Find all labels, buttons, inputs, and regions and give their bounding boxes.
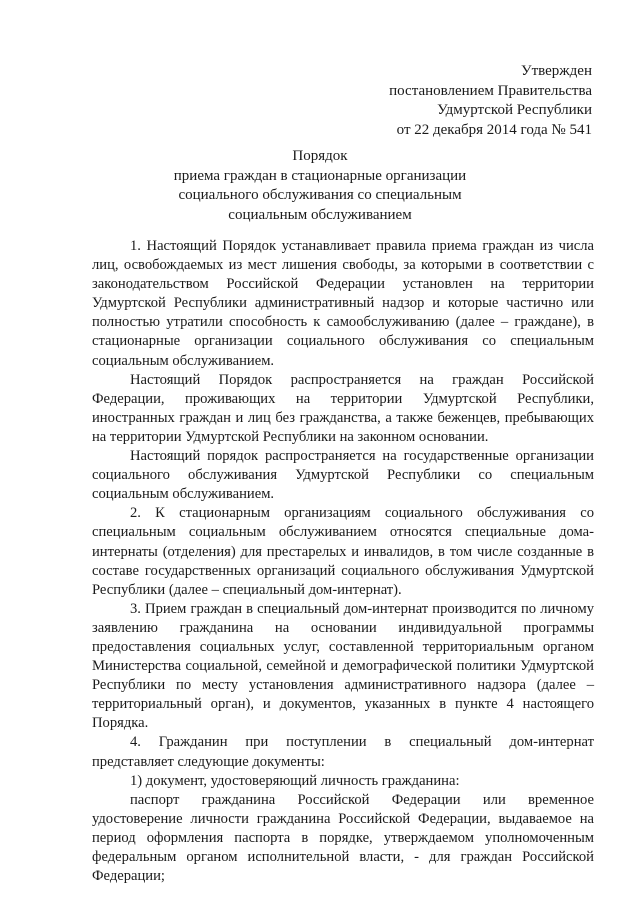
paragraph-2: Настоящий Порядок распространяется на граждан Российской Федерации, проживающих на территории Удмуртской Республики, иностранных граждан и лиц без гражданства, а также беженцев, пребывающих на территории Удмуртской Республики на законном основании.	[92, 371, 594, 445]
paragraph-5: 3. Прием граждан в специальный дом-интернат производится по личному заявлению гражданина на основании индивидуальной программы предоставления социальных услуг, составленной территориальным органом Министерства социальной, семейной и демографической политики Удмуртской Республики по месту установления административного надзора (далее – территориальный орган), и документов, указанных в пункте 4 настоящего Порядка.	[92, 600, 594, 732]
paragraph-7: 1) документ, удостоверяющий личность гражданина:	[130, 772, 460, 789]
approval-stamp	[389, 62, 592, 140]
approval-line-2: постановлением Правительства	[389, 82, 592, 99]
approval-line-4: от 22 декабря 2014 года № 541	[396, 121, 592, 138]
document-title	[0, 147, 640, 225]
paragraph-4: 2. К стационарным организациям социального обслуживания со специальным социальным обслуживанием относятся специальные дома-интернаты (отделения) для престарелых и инвалидов, в том числе созданные в составе государственных организаций социального обслуживания Удмуртской Республики (далее – специальный дом-интернат).	[92, 505, 594, 598]
title-line-4: социальным обслуживанием	[228, 206, 412, 223]
paragraph-6: 4. Гражданин при поступлении в специальный дом-интернат представляет следующие документы:	[92, 734, 594, 770]
document-body	[92, 237, 594, 886]
approval-line-3: Удмуртской Республики	[437, 102, 592, 118]
title-line-1: Порядок	[292, 148, 348, 164]
paragraph-8: паспорт гражданина Российской Федерации или временное удостоверение личности гражданина Российской Федерации, выдаваемое на период оформления паспорта в порядке, утверждаемом уполномоченным федеральным органом исполнительной власти, - для граждан Российской Федерации;	[92, 791, 594, 885]
paragraph-3: Настоящий порядок распространяется на государственные организации социального обслуживания Удмуртской Республики со специальным социальным обслуживанием.	[92, 448, 594, 503]
title-line-3: социального обслуживания со специальным	[178, 187, 462, 203]
title-line-2: приема граждан в стационарные организации	[173, 167, 467, 184]
paragraph-1: 1. Настоящий Порядок устанавливает правила приема граждан из числа лиц, освобождаемых из мест лишения свободы, за которыми в соответствии с законодательством Российской Федерации установлен на территории Удмуртской Республики административный надзор и которые частично или полностью утратили способность к самообслуживанию (далее – граждане), в стационарные организации социального обслуживания со специальным социальным обслуживанием.	[92, 238, 594, 369]
approval-line-1: Утвержден	[520, 63, 592, 79]
